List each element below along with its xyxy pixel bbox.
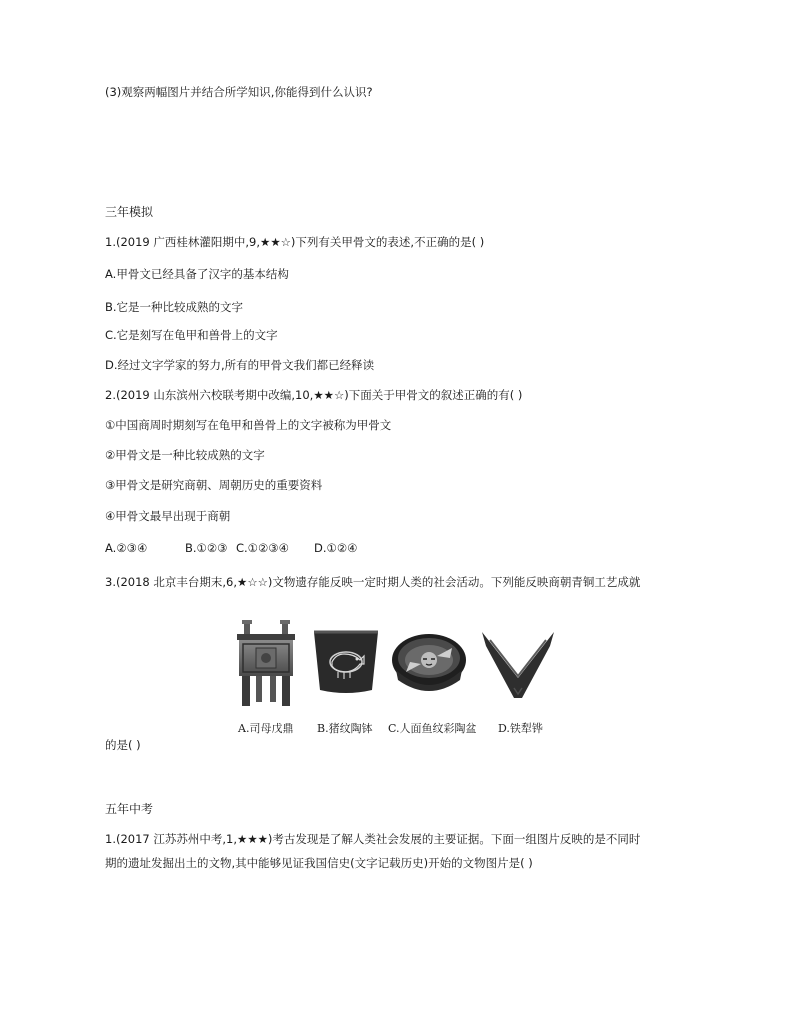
q2-statement-1: ①中国商周时期刻写在龟甲和兽骨上的文字被称为甲骨文 — [105, 418, 392, 432]
q2-option-b: B.①②③ — [185, 541, 228, 555]
section-heading-three-year-mock: 三年模拟 — [105, 205, 154, 219]
q2-option-d: D.①②④ — [314, 541, 358, 555]
pig-pattern-pottery-bowl-image — [310, 626, 382, 698]
q1-option-a: A.甲骨文已经具备了汉字的基本结构 — [105, 267, 289, 281]
q2-statement-4: ④甲骨文最早出现于商朝 — [105, 509, 231, 523]
q1-option-b: B.它是一种比较成熟的文字 — [105, 300, 244, 314]
q2-stem: 2.(2019 山东滨州六校联考期中改编,10,★★☆)下面关于甲骨文的叙述正确的有( ) — [105, 388, 523, 402]
caption-c: C.人面鱼纹彩陶盆 — [388, 722, 477, 735]
question-3-part-3: (3)观察两幅图片并结合所学知识,你能得到什么认识? — [105, 85, 373, 99]
q3-stem-line-2: 的是( ) — [105, 738, 141, 752]
q3-artifact-figure — [232, 618, 558, 740]
iron-ploughshare-image — [478, 628, 558, 706]
q3-stem-line-1: 3.(2018 北京丰台期末,6,★☆☆)文物遗存能反映一定时期人类的社会活动。下列能反映商朝青铜工艺成就 — [105, 575, 641, 589]
q1-stem: 1.(2019 广西桂林灌阳期中,9,★★☆)下列有关甲骨文的表述,不正确的是( ) — [105, 235, 485, 249]
caption-d: D.铁犁铧 — [498, 722, 543, 735]
q2-statement-3: ③甲骨文是研究商朝、周朝历史的重要资料 — [105, 478, 323, 492]
bronze-ding-image — [234, 618, 298, 710]
q1-option-c: C.它是刻写在龟甲和兽骨上的文字 — [105, 328, 278, 342]
caption-b: B.猪纹陶钵 — [317, 722, 373, 735]
caption-a: A.司母戊鼎 — [238, 722, 294, 735]
q2-option-a: A.②③④ — [105, 541, 148, 555]
q4-stem-line-1: 1.(2017 江苏苏州中考,1,★★★)考古发现是了解人类社会发展的主要证据。下面一组图片反映的是不同时 — [105, 832, 641, 846]
section-heading-five-year-exam: 五年中考 — [105, 802, 154, 816]
q1-option-d: D.经过文字学家的努力,所有的甲骨文我们都已经释读 — [105, 358, 375, 372]
q2-option-c: C.①②③④ — [236, 541, 289, 555]
q4-stem-line-2: 期的遗址发掘出土的文物,其中能够见证我国信史(文字记载历史)开始的文物图片是( ) — [105, 856, 533, 870]
human-face-fish-pattern-painted-basin-image — [390, 630, 468, 696]
q2-statement-2: ②甲骨文是一种比较成熟的文字 — [105, 448, 265, 462]
